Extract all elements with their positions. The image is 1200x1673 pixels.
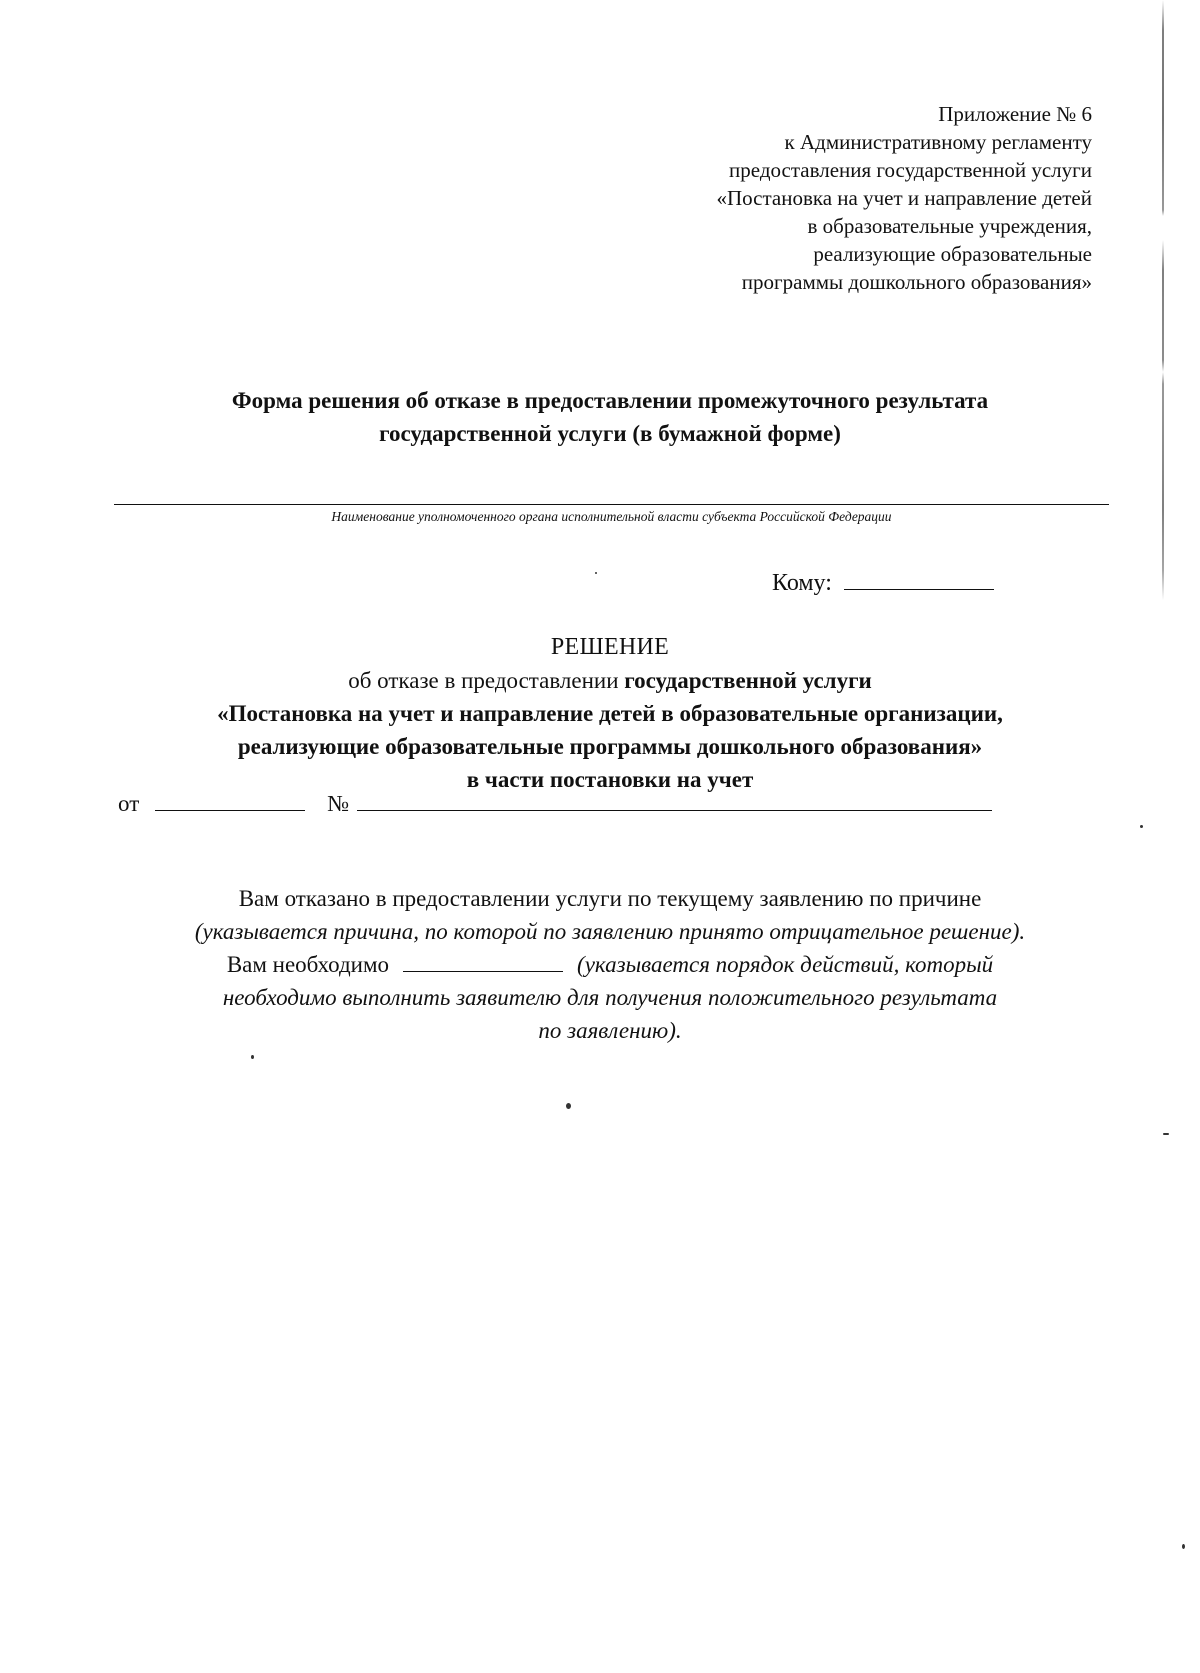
- decision-subject-plain: об отказе в предоставлении: [348, 668, 625, 693]
- decision-service-name: «Постановка на учет и направление детей в образовательные организации,: [217, 701, 1003, 726]
- scan-speck: [1140, 825, 1143, 828]
- form-title: [110, 384, 1110, 450]
- required-actions-label: Вам необходимо: [226, 952, 390, 977]
- recipient-field: [772, 569, 994, 597]
- required-actions-line: [110, 948, 1110, 981]
- decision-scope: в части постановки на учет: [466, 767, 754, 792]
- appendix-reference: [572, 100, 1092, 296]
- organization-name-field: [114, 504, 1109, 505]
- scan-speck: [566, 1103, 571, 1109]
- required-actions-hint-end: по заявлению).: [538, 1018, 682, 1043]
- refusal-reason-line: (указывается причина, по которой по заявлению принято отрицательное решение).: [194, 919, 1026, 944]
- recipient-blank: [844, 569, 994, 590]
- appendix-line: программы дошкольного образования»: [741, 270, 1092, 294]
- form-title-line: государственной услуги (в бумажной форме): [379, 421, 841, 446]
- number-blank: [357, 790, 992, 811]
- scan-speck: [595, 572, 597, 574]
- appendix-line: в образовательные учреждения,: [807, 214, 1092, 238]
- refusal-line: Вам отказано в предоставлении услуги по текущему заявлению по причине: [238, 886, 982, 911]
- organization-caption: Наименование уполномоченного органа исполнительной власти субъекта Российской Федерации: [331, 509, 892, 524]
- decision-service-line: [110, 697, 1110, 730]
- decision-heading: РЕШЕНИЕ: [550, 634, 670, 660]
- decision-subject-line: [110, 664, 1110, 697]
- appendix-line: реализующие образовательные: [813, 242, 1092, 266]
- decision-service-line: [110, 730, 1110, 763]
- decision-block: [110, 631, 1110, 796]
- decision-subject-bold: государственной услуги: [624, 668, 872, 693]
- scan-speck: [1163, 1133, 1169, 1135]
- refusal-text: [110, 882, 1110, 1047]
- date-number-row: [118, 790, 992, 817]
- appendix-line: «Постановка на учет и направление детей: [716, 186, 1092, 210]
- date-label: от: [118, 791, 140, 816]
- appendix-line: к Административному регламенту: [784, 130, 1092, 154]
- appendix-line: Приложение № 6: [938, 102, 1092, 126]
- date-blank: [155, 790, 305, 811]
- required-actions-hint: (указывается порядок действий, который: [577, 952, 994, 977]
- required-actions-blank: [403, 951, 563, 972]
- scan-speck: [251, 1055, 254, 1059]
- required-actions-hint-cont: необходимо выполнить заявителю для получения положительного результата: [222, 985, 998, 1010]
- appendix-line: предоставления государственной услуги: [729, 158, 1092, 182]
- scan-edge-artifact: [1162, 0, 1164, 600]
- scan-speck: [1182, 1544, 1185, 1549]
- recipient-label: Кому:: [772, 570, 832, 596]
- number-label: №: [327, 791, 350, 816]
- decision-service-name-cont: реализующие образовательные программы дошкольного образования»: [237, 734, 983, 759]
- form-title-line: Форма решения об отказе в предоставлении промежуточного результата: [231, 388, 989, 413]
